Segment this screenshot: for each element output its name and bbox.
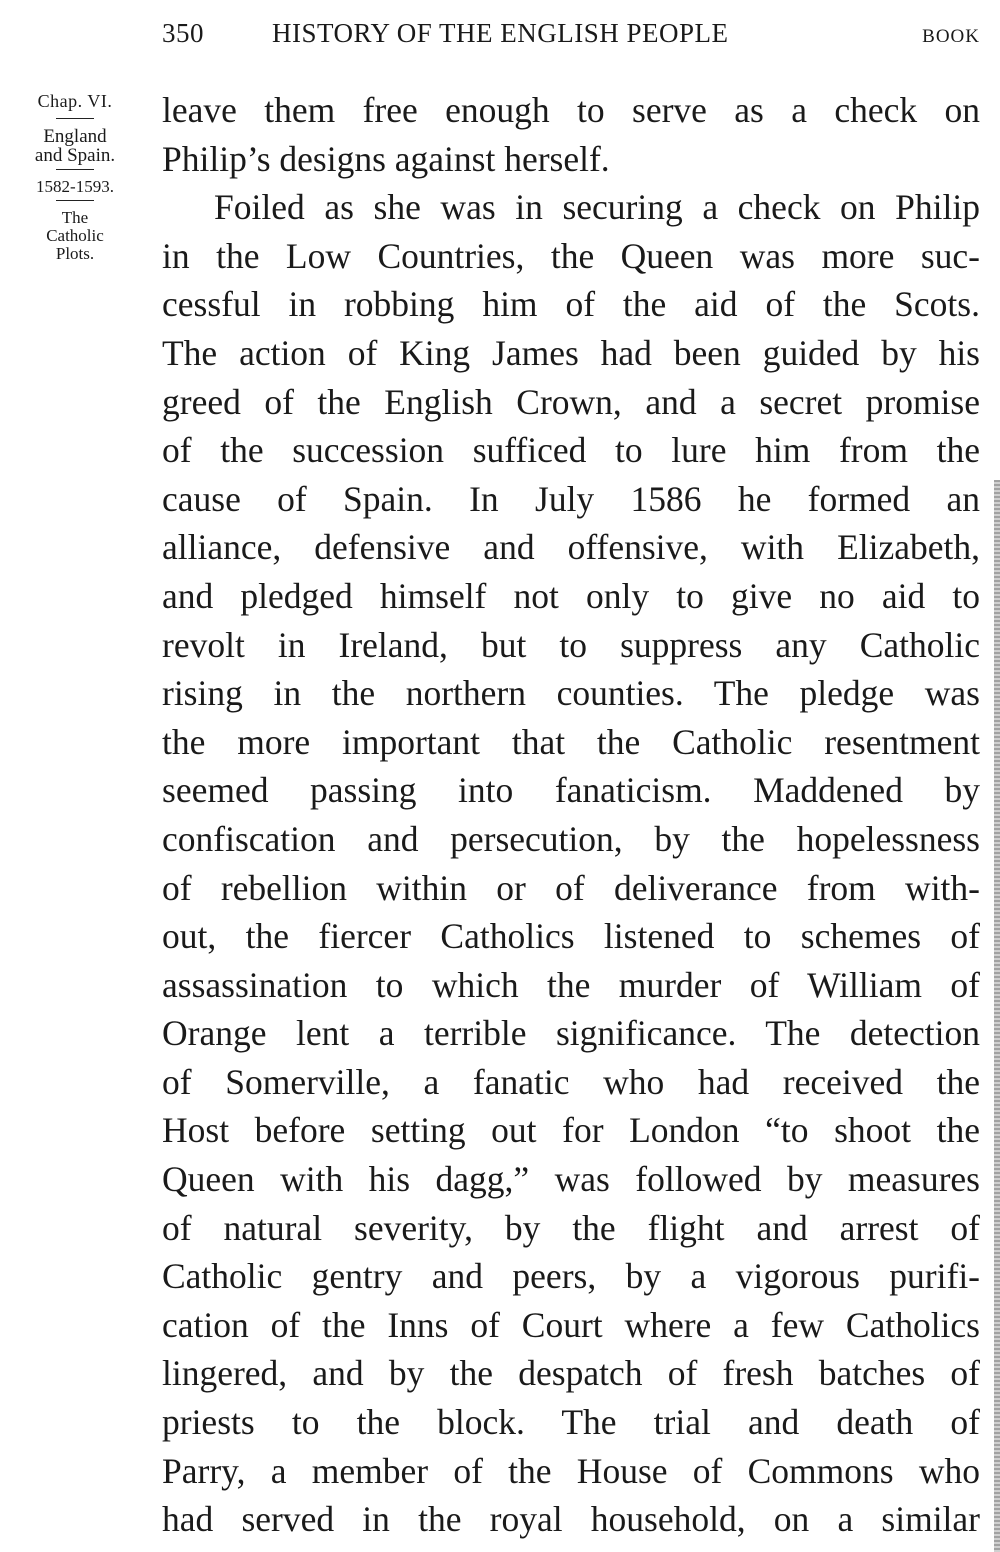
text-line: revolt in Ireland, but to suppress any Catholic — [162, 624, 980, 665]
text-line: Philip’s designs against herself. — [162, 138, 610, 179]
text-line: the more important that the Catholic resentment — [162, 721, 980, 762]
text-line: cessful in robbing him of the aid of the Scots. — [162, 284, 980, 325]
text-line: Parry, a member of the House of Commons who — [162, 1450, 980, 1491]
topic-note-line: Catholic — [46, 226, 104, 246]
text-line: out, the fiercer Catholics listened to schemes of — [162, 916, 980, 957]
text-line: The action of King James had been guided by his — [162, 332, 980, 373]
chapter-label: Chap. VI. — [37, 91, 113, 111]
text-line: seemed passing into fanaticism. Maddened by — [162, 770, 980, 811]
text-line: and pledged himself not only to give no aid to — [162, 575, 980, 616]
text-line: Orange lent a terrible significance. The detection — [162, 1013, 980, 1054]
topic-note — [0, 209, 150, 263]
margin-notes — [0, 92, 150, 263]
text-line: Queen with his dagg,” was followed by measures — [162, 1159, 980, 1200]
margin-divider — [56, 200, 94, 201]
text-line: cause of Spain. In July 1586 he formed an — [162, 478, 980, 519]
text-line: assassination to which the murder of William of — [162, 964, 980, 1005]
running-head — [162, 18, 980, 58]
page-number: 350 — [162, 18, 204, 48]
text-line: Host before setting out for London “to shoot the — [162, 1110, 980, 1151]
text-line: priests to the block. The trial and death of — [162, 1402, 980, 1443]
book-label: BOOK — [922, 26, 980, 47]
text-line: had served in the royal household, on a similar — [162, 1499, 980, 1540]
text-line: of Somerville, a fanatic who had received the — [162, 1061, 980, 1102]
section-title-line: England — [43, 125, 107, 147]
page-edge-shadow — [994, 480, 1000, 1552]
body-text — [162, 86, 980, 1544]
text-line: Catholic gentry and peers, by a vigorous purifi- — [162, 1256, 980, 1297]
text-line: confiscation and persecution, by the hopelessness — [162, 818, 980, 859]
margin-divider — [56, 169, 94, 170]
text-line: leave them free enough to serve as a check on — [162, 90, 980, 130]
text-line: Foiled as she was in securing a check on Philip — [214, 187, 980, 228]
margin-divider — [56, 118, 94, 119]
text-line: of natural severity, by the flight and arrest of — [162, 1207, 980, 1248]
date-range: 1582-1593. — [36, 176, 114, 196]
text-line: of the succession sufficed to lure him from the — [162, 430, 980, 471]
text-line: alliance, defensive and offensive, with Elizabeth, — [162, 527, 980, 568]
text-line: of rebellion within or of deliverance from with- — [162, 867, 980, 908]
text-line: greed of the English Crown, and a secret promise — [162, 381, 980, 422]
topic-note-line: The — [61, 208, 89, 228]
text-line: in the Low Countries, the Queen was more suc- — [162, 235, 980, 276]
text-line: rising in the northern counties. The pledge was — [162, 673, 980, 714]
text-line: lingered, and by the despatch of fresh batches of — [162, 1353, 980, 1394]
topic-note-line: Plots. — [55, 244, 95, 264]
book-title: HISTORY OF THE ENGLISH PEOPLE — [272, 18, 729, 48]
text-line: cation of the Inns of Court where a few Catholics — [162, 1304, 980, 1345]
section-title-line: and Spain. — [34, 144, 116, 166]
section-title — [0, 127, 150, 165]
